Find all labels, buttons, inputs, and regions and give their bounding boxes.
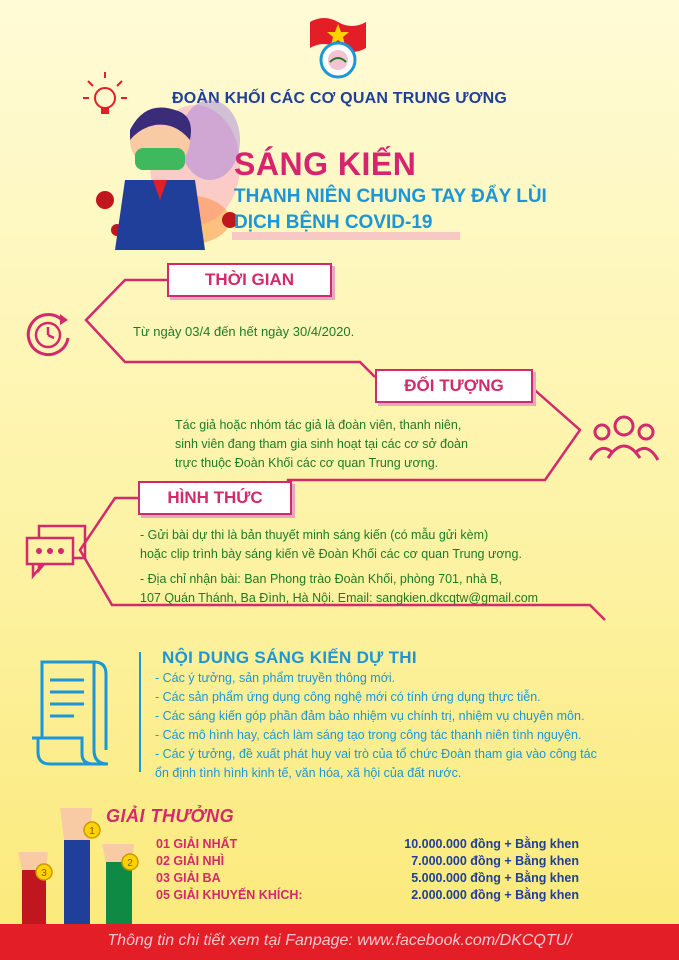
- medal-icon: [122, 854, 138, 870]
- award-name: 03 GIẢI BA: [156, 871, 221, 885]
- footer-fanpage-text: Thông tin chi tiết xem tại Fanpage: www.facebook.com/DKCQTU/: [107, 932, 572, 949]
- title-line-3: DỊCH BỆNH COVID-19: [234, 212, 433, 233]
- medal-icon: [36, 864, 52, 880]
- document-icon: [28, 654, 124, 772]
- medal-icon: [84, 822, 100, 838]
- list-item: ổn định tình hình kinh tế, văn hóa, xã hội của đất nước.: [155, 766, 462, 780]
- time-text: Từ ngày 03/4 đến hết ngày 30/4/2020.: [133, 324, 355, 339]
- form-line: 107 Quán Thánh, Ba Đình, Hà Nội. Email: sangkien.dkcqtw@gmail.com: [140, 591, 539, 605]
- medal-label: 2: [127, 858, 133, 869]
- title-line-2: THANH NIÊN CHUNG TAY ĐẨY LÙI: [234, 186, 547, 207]
- list-item: - Các mô hình hay, cách làm sáng tạo trong công tác thanh niên tình nguyện.: [155, 728, 582, 742]
- content-title: NỘI DUNG SÁNG KIẾN DỰ THI: [162, 648, 417, 667]
- form-text: [140, 526, 590, 614]
- target-line: Tác giả hoặc nhóm tác giả là đoàn viên, thanh niên,: [175, 418, 462, 432]
- medal-label: 3: [41, 868, 47, 879]
- form-line: - Gửi bài dự thi là bản thuyết minh sáng kiến (có mẫu gửi kèm): [140, 528, 489, 542]
- award-name: 05 GIẢI KHUYẾN KHÍCH:: [156, 888, 303, 902]
- medal-label: 1: [89, 826, 95, 837]
- lightbulb-icon: [83, 72, 127, 114]
- list-item: - Các ý tưởng, đề xuất phát huy vai trò của tổ chức Đoàn tham gia vào công tác: [155, 747, 597, 761]
- award-value: 10.000.000 đồng + Bằng khen: [404, 837, 579, 851]
- award-value: 7.000.000 đồng + Bằng khen: [411, 854, 579, 868]
- people-group-icon: [588, 412, 660, 468]
- award-name: 02 GIẢI NHÌ: [156, 854, 225, 868]
- divider: [139, 652, 141, 772]
- award-names: [156, 836, 303, 904]
- list-item: - Các sản phẩm ứng dụng công nghệ mới có tính ứng dụng thực tiễn.: [155, 690, 541, 704]
- section-label-time: THỜI GIAN: [167, 263, 332, 297]
- form-line: - Địa chỉ nhận bài: Ban Phong trào Đoàn Khối, phòng 701, nhà B,: [140, 572, 503, 586]
- title-main: SÁNG KIẾN: [234, 146, 417, 182]
- form-paragraph: [140, 570, 590, 608]
- clock-icon: [22, 308, 74, 360]
- award-value: 2.000.000 đồng + Bằng khen: [411, 888, 579, 902]
- chat-bubble-icon: [25, 518, 91, 584]
- organization-name: ĐOÀN KHỐI CÁC CƠ QUAN TRUNG ƯƠNG: [172, 90, 507, 107]
- list-item: - Các ý tưởng, sản phẩm truyền thông mới.: [155, 671, 396, 685]
- award-value: 5.000.000 đồng + Bằng khen: [411, 871, 579, 885]
- list-item: - Các sáng kiến góp phần đảm bảo nhiệm vụ chính trị, nhiệm vụ chuyên môn.: [155, 709, 585, 723]
- award-values: [366, 836, 579, 904]
- form-paragraph: [140, 526, 590, 564]
- award-name: 01 GIẢI NHẤT: [156, 837, 238, 851]
- section-label-target: ĐỐI TƯỢNG: [375, 369, 533, 403]
- form-line: hoặc clip trình bày sáng kiến về Đoàn Khối các cơ quan Trung ương.: [140, 547, 522, 561]
- section-label-form: HÌNH THỨC: [138, 481, 292, 515]
- youth-union-logo-icon: [302, 10, 374, 82]
- content-list: [155, 669, 655, 783]
- awards-title: GIẢI THƯỞNG: [106, 806, 235, 826]
- target-line: sinh viên đang tham gia sinh hoạt tại các cơ sở đoàn: [175, 437, 468, 451]
- target-line: trực thuộc Đoàn Khối các cơ quan Trung ương.: [175, 456, 439, 470]
- hero-illustration: [75, 70, 245, 250]
- target-text: [175, 416, 535, 473]
